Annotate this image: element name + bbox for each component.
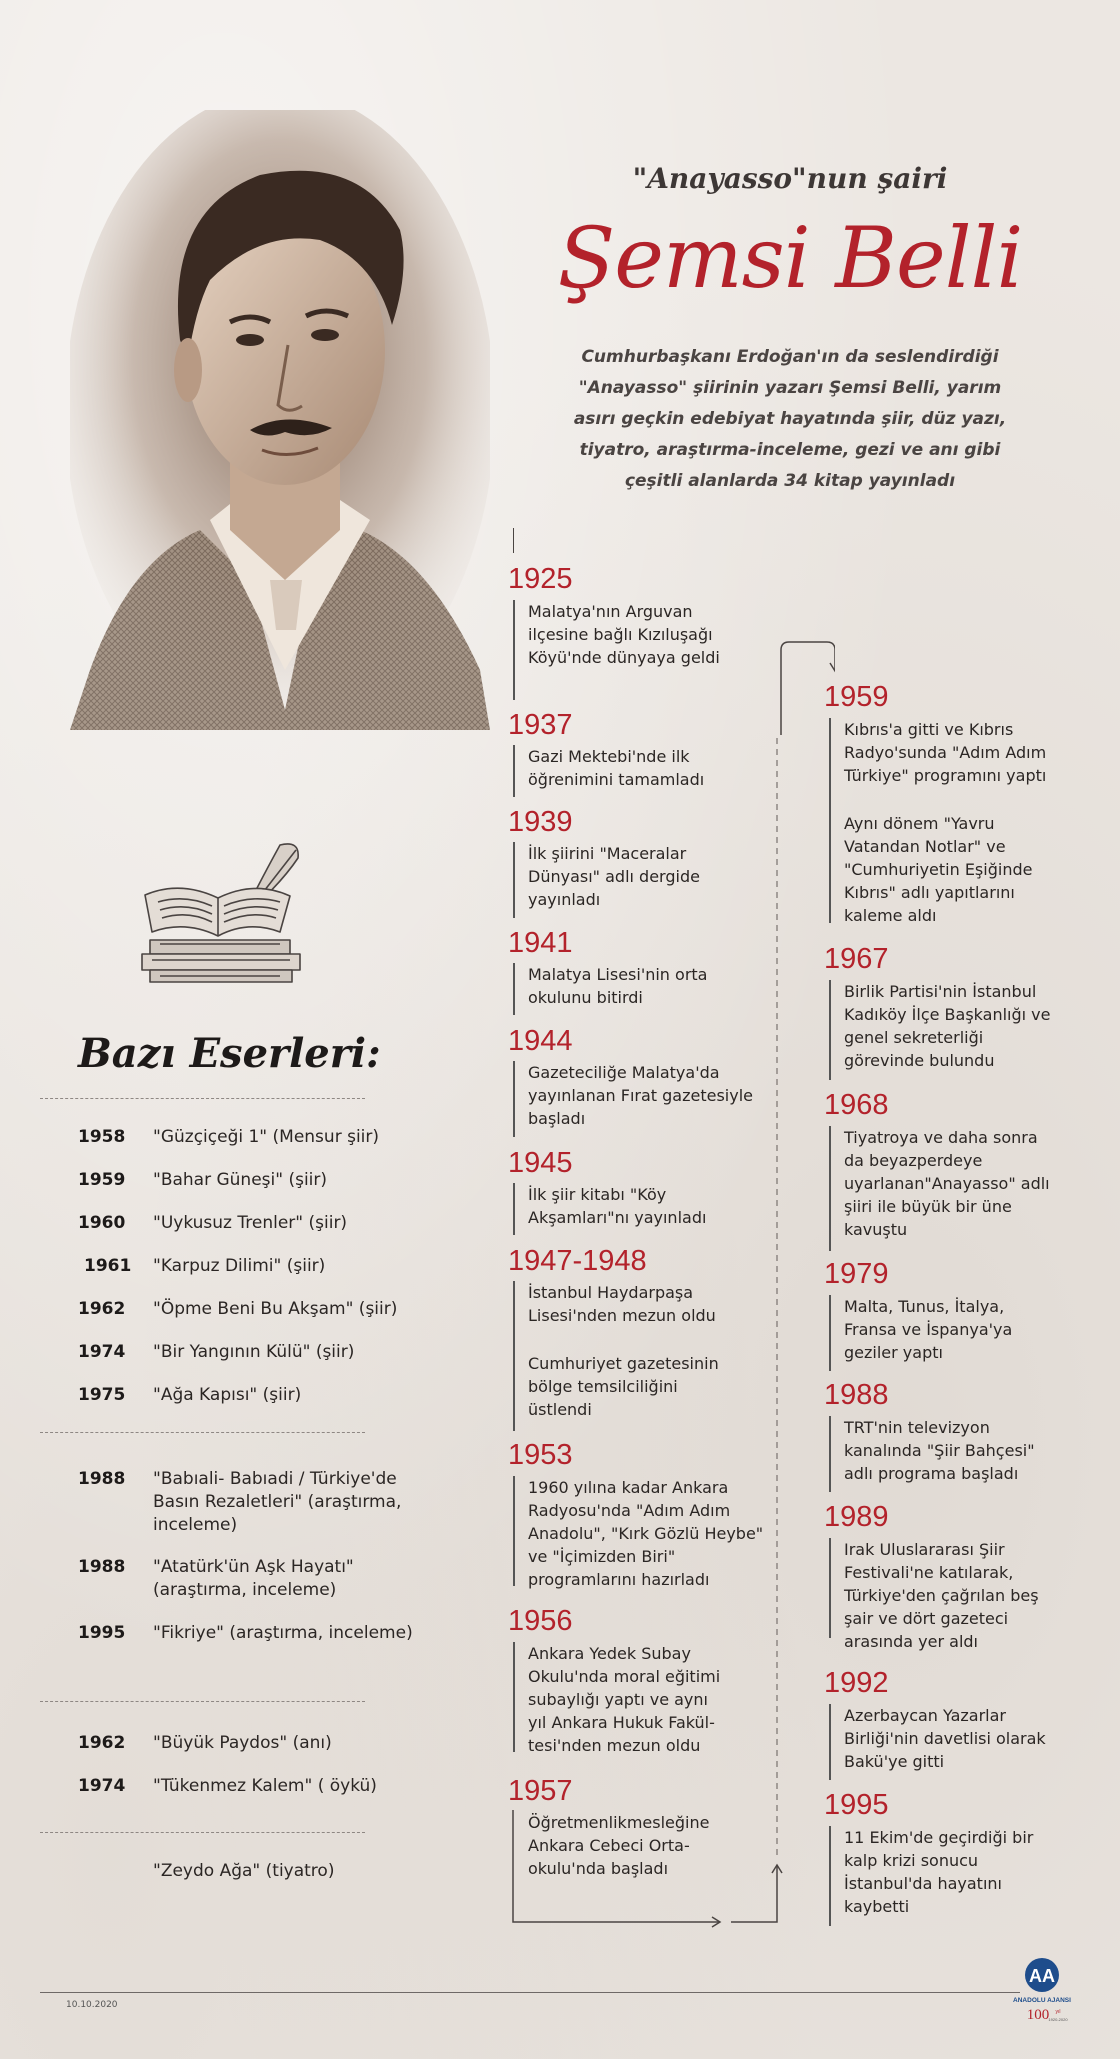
work-title: "Ağa Kapısı" (şiir) <box>153 1385 302 1405</box>
work-year: 1961 <box>84 1256 132 1276</box>
timeline-bar <box>513 1476 515 1586</box>
timeline-year: 1947-1948 <box>508 1245 647 1277</box>
work-title: "Öpme Beni Bu Akşam" (şiir) <box>153 1299 398 1319</box>
work-title: "Bir Yangının Külü" (şiir) <box>153 1342 355 1362</box>
work-title: "Uykusuz Trenler" (şiir) <box>153 1213 348 1233</box>
portrait-photo <box>70 110 490 730</box>
work-year: 1974 <box>78 1342 126 1362</box>
timeline-year: 1953 <box>508 1439 573 1471</box>
divider <box>40 1832 365 1833</box>
footer-divider <box>40 1992 1020 1993</box>
timeline-line <box>513 528 514 553</box>
timeline-year: 1979 <box>824 1258 889 1290</box>
timeline-text: Tiyatroya ve daha sonra da beyazperdeye uyarlanan"Anayasso" adlı şiiri ile büyük bir üne kavuştu <box>844 1128 1050 1239</box>
work-year: 1975 <box>78 1385 126 1405</box>
timeline-bar <box>829 1826 831 1926</box>
works-heading: Bazı Eserleri: <box>78 1030 381 1077</box>
work-year: 1959 <box>78 1170 126 1190</box>
timeline-year: 1956 <box>508 1605 573 1637</box>
timeline-bar <box>513 1061 515 1137</box>
work-title: "Büyük Paydos" (anı) <box>153 1733 332 1753</box>
timeline-year: 1988 <box>824 1379 889 1411</box>
anniversary-number: 100 <box>1026 2007 1050 2023</box>
work-title: "Tükenmez Kalem" ( öykü) <box>153 1776 377 1796</box>
timeline-text: Kıbrıs'a gitti ve Kıbrıs Radyo'sunda "Adım Adım Türkiye" programını yaptı <box>844 720 1047 785</box>
timeline-bar <box>513 1183 515 1235</box>
subtitle: "Anayasso"nun şairi <box>632 162 948 195</box>
timeline-year: 1968 <box>824 1089 889 1121</box>
timeline-text: İstanbul Haydarpaşa Lisesi'nden mezun oldu <box>528 1283 716 1325</box>
timeline-text: Malatya Lisesi'nin orta okulunu bitirdi <box>528 965 708 1007</box>
timeline-bar <box>513 600 515 700</box>
timeline-bar <box>829 1538 831 1638</box>
timeline-text: İlk şiir kitabı "Köy Akşamları"nı yayınladı <box>528 1185 707 1227</box>
timeline-year: 1992 <box>824 1667 889 1699</box>
footer-date: 10.10.2020 <box>66 2000 118 2010</box>
work-title: "Atatürk'ün Aşk Hayatı" (araştırma, inceleme) <box>153 1557 354 1600</box>
work-title: "Babıali- Babıadi / Türkiye'de Basın Rezaletleri" (araştırma, inceleme) <box>153 1469 402 1535</box>
timeline-text: Aynı dönem "Yavru Vatandan Notlar" ve "Cumhuriyetin Eşiğinde Kıbrıs" adlı yapıtlarını kaleme aldı <box>844 814 1033 925</box>
timeline-year: 1945 <box>508 1147 573 1179</box>
timeline-text: Azerbaycan Yazarlar Birliği'nin davetlisi olarak Bakü'ye gitti <box>844 1706 1046 1771</box>
work-item <box>78 1860 418 1883</box>
work-year: 1962 <box>78 1733 126 1753</box>
timeline-bar <box>829 1416 831 1492</box>
work-item <box>78 1255 418 1278</box>
divider <box>40 1432 365 1433</box>
intro-text: Cumhurbaşkanı Erdoğan'ın da seslendirdiği "Anayasso" şiirinin yazarı Şemsi Belli, yarım asırı geçkin edebiyat hayatında şiir, düz yazı, tiyatro, araştırma-inceleme, gezi ve anı gibi çeşitli alanlarda 34 kitap yayınladı <box>573 347 1007 491</box>
work-year <box>78 1860 153 1883</box>
work-year: 1962 <box>78 1299 126 1319</box>
timeline-text: 1960 yılına kadar Ankara Radyosu'nda "Adım Adım Anadolu", "Kırk Gözlü Heybe" ve "İçimizden Biri" programlarını hazırladı <box>528 1478 764 1589</box>
work-year: 1958 <box>78 1127 126 1147</box>
timeline-text: Malta, Tunus, İtalya, Fransa ve İspanya'ya geziler yaptı <box>844 1297 1013 1362</box>
work-title: "Bahar Güneşi" (şiir) <box>153 1170 328 1190</box>
timeline-year: 1959 <box>824 681 889 713</box>
timeline-text: Birlik Partisi'nin İstanbul Kadıköy İlçe Başkanlığı ve genel sekreterliği görevinde bulundu <box>844 982 1051 1070</box>
work-item <box>78 1384 418 1407</box>
timeline-text: Malatya'nın Arguvan ilçesine bağlı Kızıluşağı Köyü'nde dünyaya geldi <box>528 602 720 667</box>
anniversary-word: yıl <box>1055 2009 1061 2015</box>
work-year: 1974 <box>78 1776 126 1796</box>
timeline-bar <box>513 745 515 797</box>
work-item <box>78 1126 418 1149</box>
timeline-year: 1957 <box>508 1775 573 1807</box>
timeline-text: Ankara Yedek Subay Okulu'nda moral eğitimi subaylığı yaptı ve aynı yıl Ankara Hukuk Fakül-tesi'nden mezun oldu <box>528 1644 721 1755</box>
anadolu-agency-logo <box>1010 1955 1075 2050</box>
timeline-text: Cumhuriyet gazetesinin bölge temsilciliğini üstlendi <box>528 1354 719 1419</box>
work-title: "Güzçiçeği 1" (Mensur şiir) <box>153 1127 380 1147</box>
timeline-text: 11 Ekim'de geçirdiği bir kalp krizi sonucu İstanbul'da hayatını kaybetti <box>844 1828 1034 1916</box>
work-title: "Karpuz Dilimi" (şiir) <box>153 1256 326 1276</box>
work-item <box>78 1298 418 1321</box>
work-item <box>78 1622 418 1645</box>
divider <box>40 1098 365 1099</box>
work-item <box>78 1212 418 1235</box>
work-year: 1960 <box>78 1213 126 1233</box>
timeline-bar <box>513 1281 515 1431</box>
work-item <box>78 1556 418 1602</box>
work-item <box>78 1169 418 1192</box>
work-item <box>78 1341 418 1364</box>
timeline-year: 1925 <box>508 563 573 595</box>
timeline-year: 1967 <box>824 943 889 975</box>
timeline-bar <box>829 980 831 1080</box>
timeline-text: TRT'nin televizyon kanalında "Şiir Bahçesi" adlı programa başladı <box>844 1418 1035 1483</box>
timeline-year: 1995 <box>824 1789 889 1821</box>
work-year: 1988 <box>78 1557 126 1577</box>
work-item <box>78 1775 418 1798</box>
timeline-year: 1937 <box>508 709 573 741</box>
books-quill-icon <box>130 840 315 990</box>
work-year: 1988 <box>78 1469 126 1489</box>
timeline-bar <box>829 1704 831 1780</box>
divider <box>40 1701 365 1702</box>
work-title: "Zeydo Ağa" (tiyatro) <box>153 1861 335 1881</box>
work-title: "Fikriye" (araştırma, inceleme) <box>153 1623 413 1643</box>
page-title: Şemsi Belli <box>557 209 1023 307</box>
timeline-year: 1941 <box>508 927 573 959</box>
timeline-bar <box>513 963 515 1015</box>
timeline-bar <box>829 718 831 923</box>
logo-mark: AA <box>1029 1966 1055 1986</box>
logo-name: ANADOLU AJANSI <box>1013 1997 1071 2004</box>
work-year: 1995 <box>78 1623 126 1643</box>
timeline-bar <box>829 1295 831 1371</box>
timeline-bar <box>829 1126 831 1251</box>
timeline-year: 1939 <box>508 806 573 838</box>
timeline-bar <box>513 1642 515 1752</box>
anniversary-range: 1920-2020 <box>1048 2017 1068 2022</box>
work-item <box>78 1468 418 1537</box>
timeline-text: İlk şiirini "Maceralar Dünyası" adlı dergide yayınladı <box>528 844 700 909</box>
timeline-bar <box>513 842 515 918</box>
timeline-year: 1944 <box>508 1025 573 1057</box>
timeline-text: Gazeteciliğe Malatya'da yayınlanan Fırat gazetesiyle başladı <box>528 1063 753 1128</box>
timeline-year: 1989 <box>824 1501 889 1533</box>
timeline-text: Irak Uluslararası Şiir Festivali'ne katılarak, Türkiye'den çağrılan beş şair ve dört gazeteci arasında yer aldı <box>844 1540 1039 1651</box>
timeline-text: Gazi Mektebi'nde ilk öğrenimini tamamladı <box>528 747 705 789</box>
work-item <box>78 1732 418 1755</box>
timeline-text: Öğretmenlikmesleğine Ankara Cebeci Orta-okulu'nda başladı <box>528 1813 710 1878</box>
